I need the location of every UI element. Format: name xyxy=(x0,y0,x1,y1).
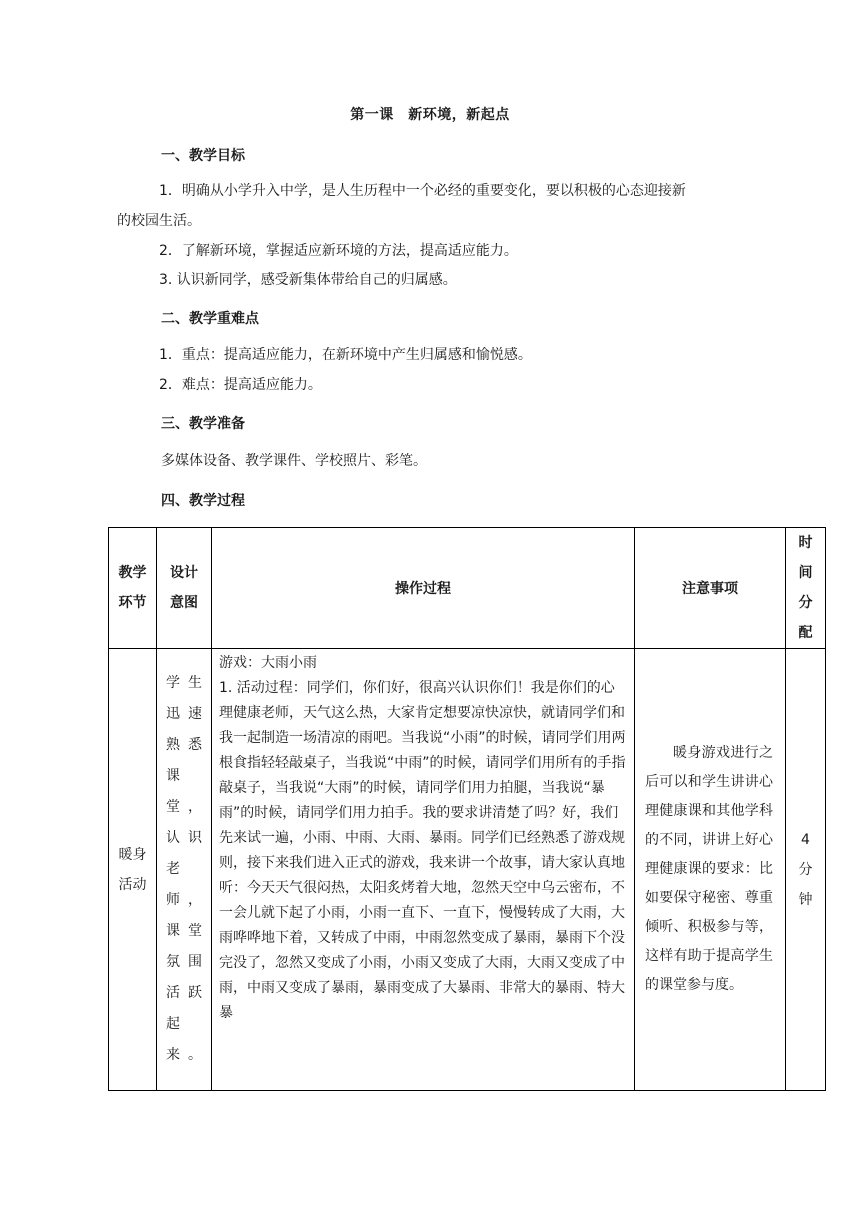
header-process: 操作过程 xyxy=(212,528,635,649)
preparation-text: 多媒体设备、教学课件、学校照片、彩笔。 xyxy=(161,453,427,469)
key-point-2: 2．难点：提高适应能力。 xyxy=(159,377,322,393)
heading-key-points: 二、教学重难点 xyxy=(161,311,259,327)
cell-process xyxy=(212,649,635,1091)
process-text: 1. 活动过程：同学们，你们好，很高兴认识你们！我是你们的心理健康老师，天气这么热，大家肯定想要凉快凉快，就请同学们和我一起制造一场清凉的雨吧。当我说“小雨”的时候，请同学们用两根食指轻轻敲桌子，当我说“中雨”的时候，请同学们用所有的手指敲桌子，当我说“大雨”的时候，请同学们用力拍腿，当我说“暴雨”的时候，请同学们用力拍手。我的要求讲清楚了吗？好，我们先来试一遍，小雨、中雨、大雨、暴雨。同学们已经熟悉了游戏规则，接下来我们进入正式的游戏，我来讲一个故事，请大家认真地听：今天天气很闷热，太阳炙烤着大地，忽然天空中乌云密布，不一会儿就下起了小雨，小雨一直下、一直下，慢慢转成了大雨，大雨哗哗地下着，又转成了中雨，中雨忽然变成了暴雨，暴雨下个没完没了，忽然又变成了小雨，小雨又变成了大雨，大雨又变成了中雨，中雨又变成了暴雨，暴雨变成了大暴雨、非常大的暴雨、特大暴 xyxy=(219,680,626,1021)
heading-teaching-goals: 一、教学目标 xyxy=(161,148,245,164)
header-notes: 注意事项 xyxy=(635,528,786,649)
goal-item-1-line-2: 的校园生活。 xyxy=(117,213,201,229)
table-header-row xyxy=(109,528,826,649)
cell-section: 暖身活动 xyxy=(109,649,157,1091)
cell-purpose: 学生迅速熟悉课堂，认识老师，课堂氛围活跃起来。 xyxy=(157,649,212,1091)
cell-notes xyxy=(635,649,786,1091)
header-time: 时间分配 xyxy=(786,528,826,649)
header-purpose: 设计意图 xyxy=(157,528,212,649)
table-row xyxy=(109,649,826,1091)
lesson-title: 第一课 新环境，新起点 xyxy=(350,107,510,123)
heading-preparation: 三、教学准备 xyxy=(161,416,245,432)
goal-item-2: 2．了解新环境，掌握适应新环境的方法，提高适应能力。 xyxy=(159,243,518,259)
teaching-process-table xyxy=(108,527,826,1091)
goal-item-3: 3. 认识新同学，感受新集体带给自己的归属感。 xyxy=(159,272,457,288)
key-point-1: 1．重点：提高适应能力，在新环境中产生归属感和愉悦感。 xyxy=(159,347,532,363)
goal-item-1-line-1: 1．明确从小学升入中学，是人生历程中一个必经的重要变化，要以积极的心态迎接新 xyxy=(159,183,686,199)
notes-text: 暖身游戏进行之后可以和学生讲讲心理健康课和其他学科的不同，讲讲上好心理健康课的要求：比如要保守秘密、尊重倾听、积极参与等，这样有助于提高学生的课堂参与度。 xyxy=(645,745,773,993)
cell-time: 4分钟 xyxy=(786,649,826,1091)
heading-teaching-process: 四、教学过程 xyxy=(161,493,245,509)
process-title: 游戏：大雨小雨 xyxy=(219,655,317,671)
header-section: 教学环节 xyxy=(109,528,157,649)
